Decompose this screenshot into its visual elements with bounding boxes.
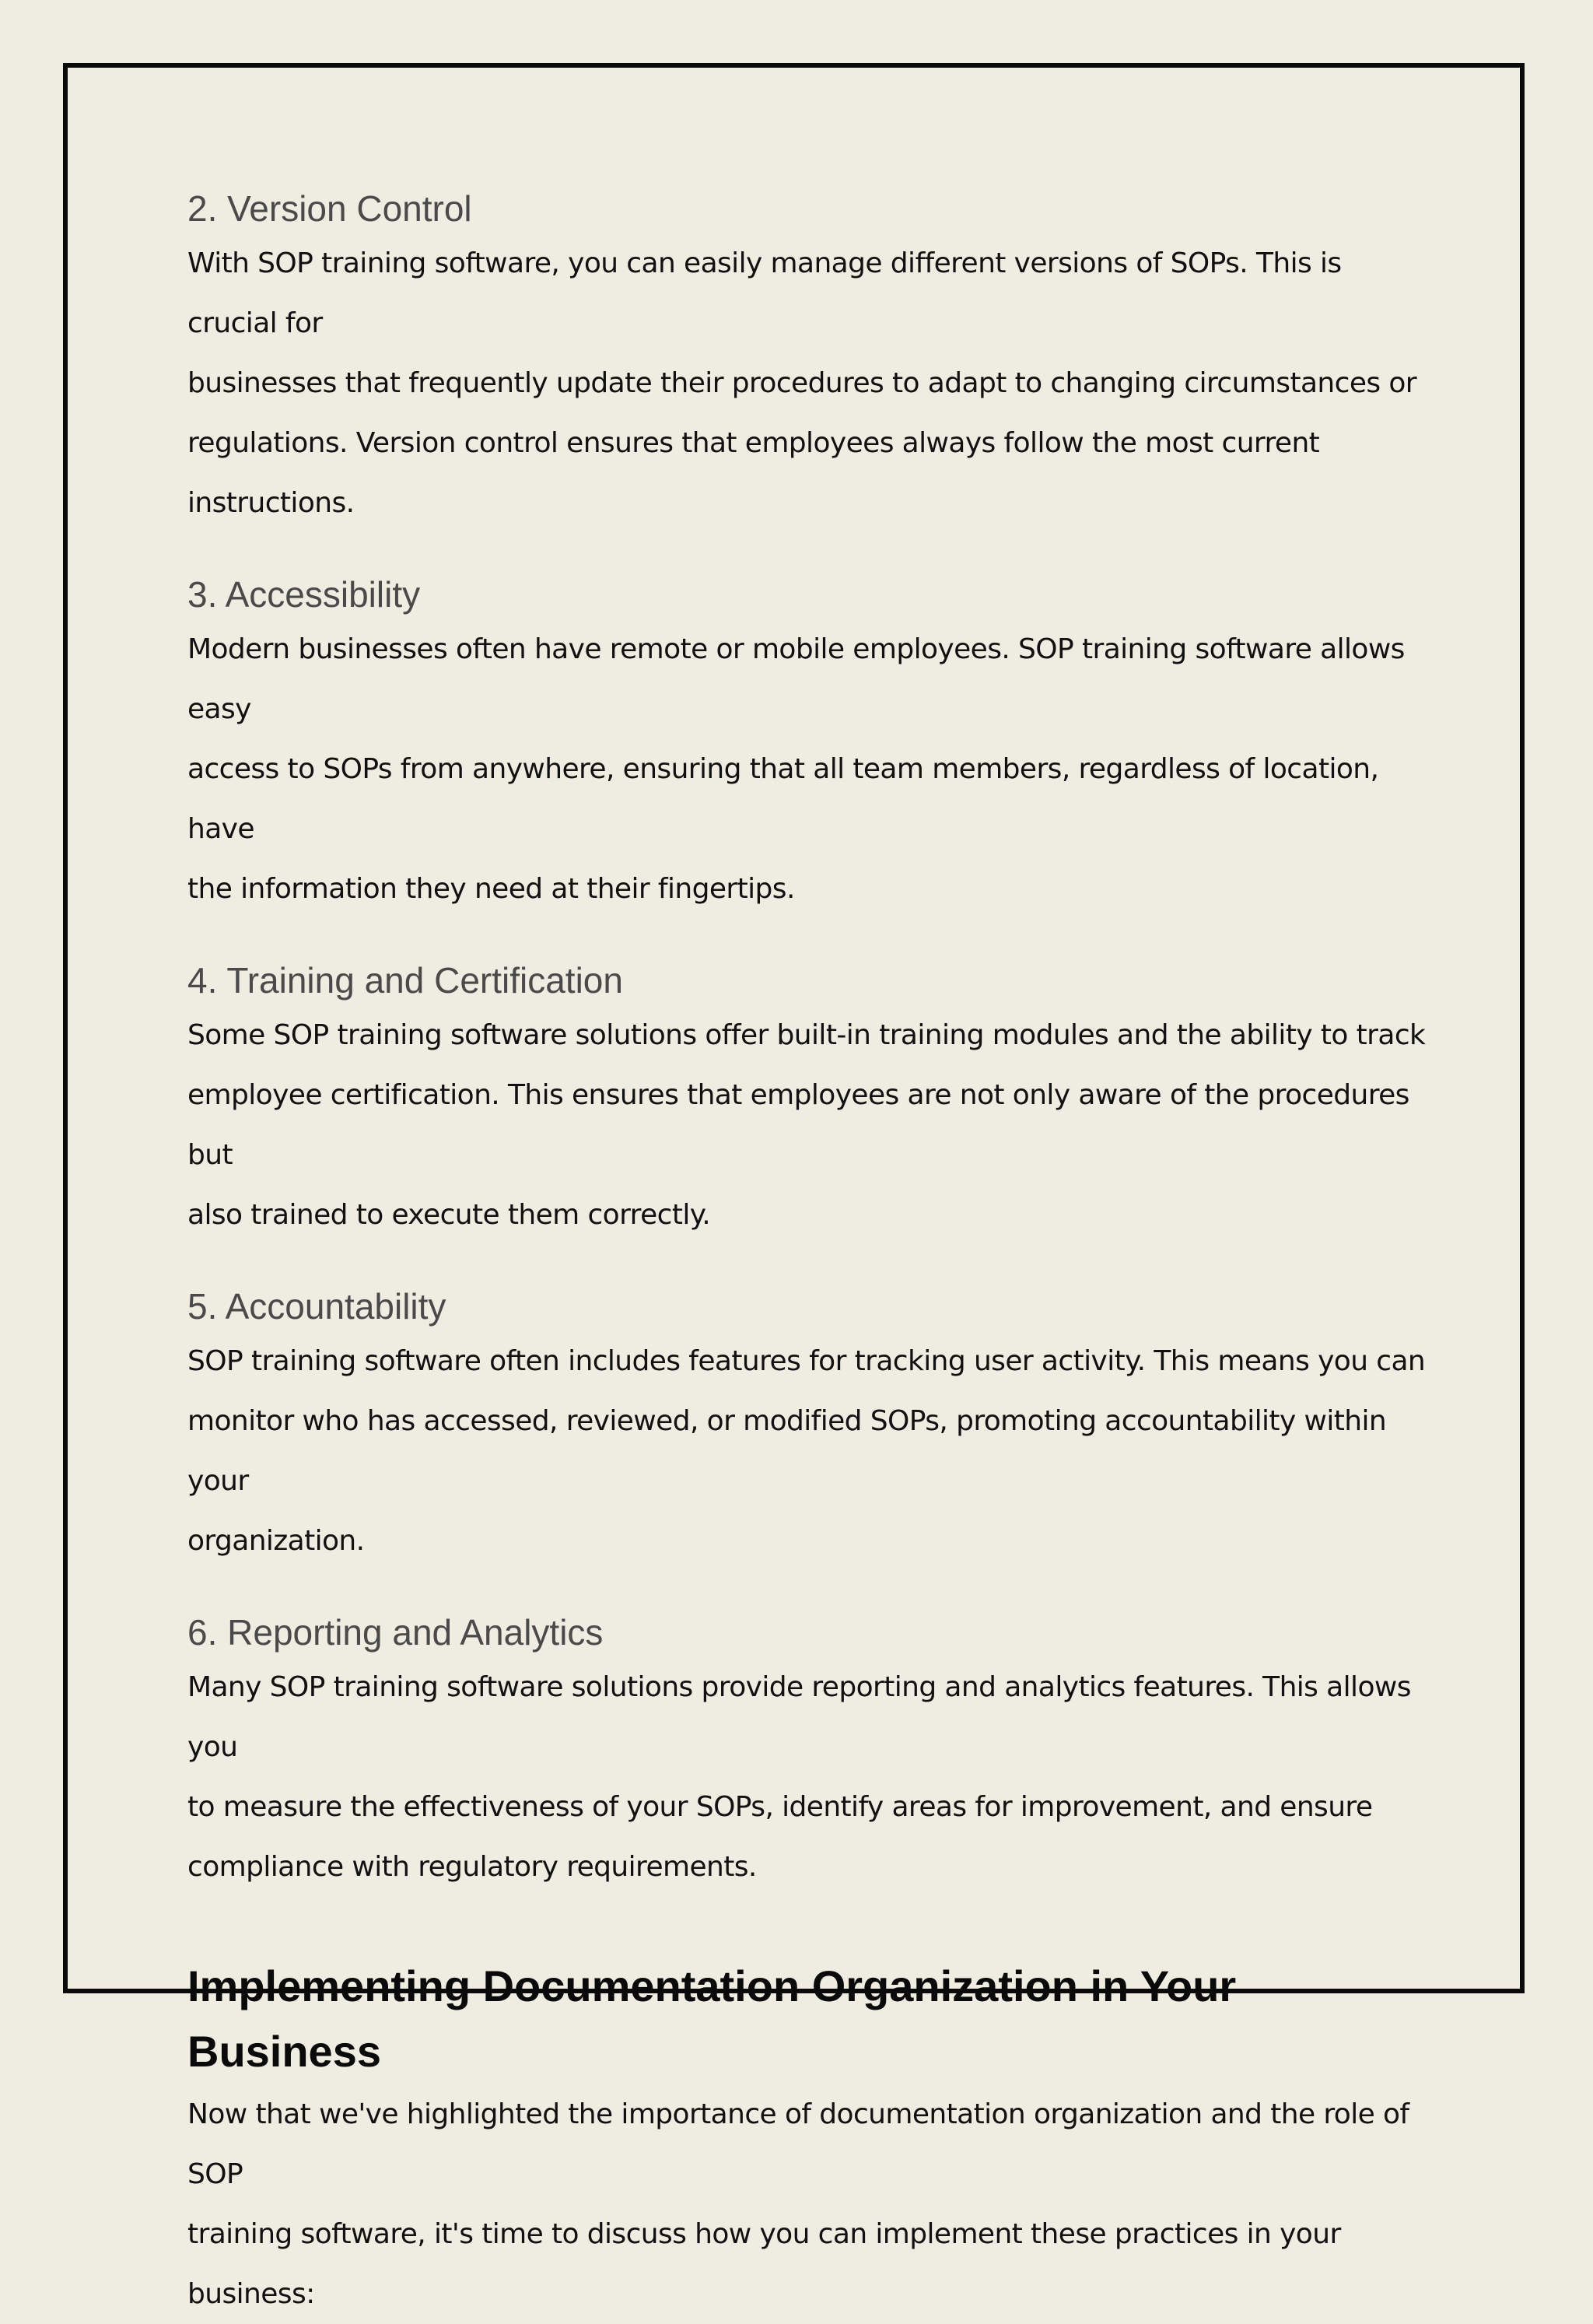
intro-paragraph — [187, 2084, 1432, 2324]
paragraph-line: Some SOP training software solutions offer built-in training modules and the ability to track — [187, 1019, 1426, 1051]
section-paragraph — [187, 233, 1432, 533]
paragraph-line: regulations. Version control ensures that employees always follow the most current — [187, 427, 1320, 459]
document-content — [187, 184, 1432, 2324]
section-accessibility — [187, 570, 1432, 919]
paragraph-line: With SOP training software, you can easily manage different versions of SOPs. This is crucial for — [187, 247, 1342, 339]
paragraph-line: instructions. — [187, 487, 355, 519]
section-paragraph — [187, 619, 1432, 919]
section-heading: 5. Accountability — [187, 1286, 446, 1327]
paragraph-line: organization. — [187, 1525, 365, 1557]
paragraph-line: to measure the effectiveness of your SOPs, identify areas for improvement, and ensure — [187, 1791, 1373, 1823]
paragraph-line: compliance with regulatory requirements. — [187, 1851, 757, 1883]
section-heading: 2. Version Control — [187, 188, 472, 229]
section-paragraph — [187, 1331, 1432, 1571]
paragraph-line: SOP training software often includes features for tracking user activity. This means you can — [187, 1345, 1426, 1377]
section-paragraph — [187, 1005, 1432, 1245]
section-paragraph — [187, 1657, 1432, 1897]
section-training-certification — [187, 955, 1432, 1245]
paragraph-line: Now that we've highlighted the importance of documentation organization and the role of SOP — [187, 2098, 1409, 2190]
paragraph-line: Modern businesses often have remote or mobile employees. SOP training software allows easy — [187, 633, 1405, 725]
paragraph-line: training software, it's time to discuss how you can implement these practices in your business: — [187, 2218, 1341, 2310]
main-heading: Implementing Documentation Organization in Your Business — [187, 1961, 1237, 2076]
section-heading: 4. Training and Certification — [187, 960, 623, 1001]
section-heading: 6. Reporting and Analytics — [187, 1612, 604, 1653]
paragraph-line: businesses that frequently update their procedures to adapt to changing circumstances or — [187, 367, 1416, 399]
paragraph-line: employee certification. This ensures that employees are not only aware of the procedures but — [187, 1079, 1409, 1171]
section-heading: 3. Accessibility — [187, 574, 421, 615]
section-version-control — [187, 184, 1432, 533]
paragraph-line: Many SOP training software solutions provide reporting and analytics features. This allows you — [187, 1671, 1411, 1763]
section-accountability — [187, 1281, 1432, 1571]
paragraph-line: the information they need at their fingertips. — [187, 873, 795, 905]
paragraph-line: monitor who has accessed, reviewed, or modified SOPs, promoting accountability within your — [187, 1405, 1387, 1497]
paragraph-line: also trained to execute them correctly. — [187, 1199, 711, 1231]
section-reporting-analytics — [187, 1607, 1432, 1897]
paragraph-line: access to SOPs from anywhere, ensuring that all team members, regardless of location, have — [187, 753, 1379, 845]
